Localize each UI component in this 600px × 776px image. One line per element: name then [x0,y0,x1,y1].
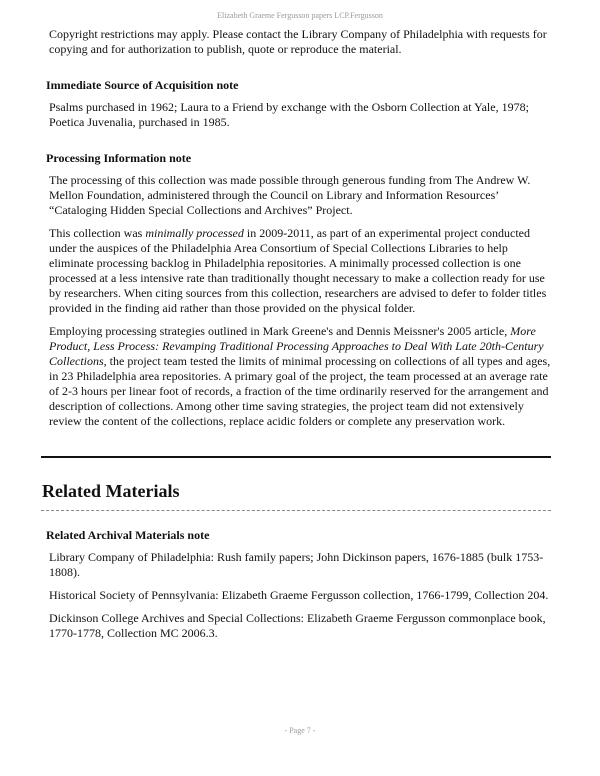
processing-paragraph-3-text-a: Employing processing strategies outlined in Mark Greene's and Dennis Meissner's 2005 article, [49,324,511,338]
processing-paragraph-2-text-b: in 2009-2011, as part of an experimental project conducted under the auspices of the Philadelphia Area Consortium of Special Collections Libraries to help eliminate processing backlog in Philadelphia repositories. A minimally processed collection is one processed at a less intensive rate than traditionally thought necessary to make a collection ready for use by researchers. When citing sources from this collection, researchers are advised to defer to folder titles provided in the finding aid rather than those provided on the physical folder. [49,226,547,315]
processing-paragraph-2-text-a: This collection was [49,226,146,240]
page-number: - Page 7 - [284,726,316,735]
processing-note-heading: Processing Information note [46,151,192,165]
article-title-emphasis: More Product, Less Process: Revamping Traditional Processing Approaches to Deal With Late 20th-Century Collections [49,324,544,368]
document-body [41,27,551,649]
acquisition-paragraph: Psalms purchased in 1962; Laura to a Friend by exchange with the Osborn Collection at Yale, 1978; Poetica Juvenalia, purchased in 1985. [49,100,529,129]
related-archival-note-heading: Related Archival Materials note [46,528,210,542]
processing-paragraph-2 [49,226,551,316]
processing-paragraph-1: The processing of this collection was made possible through generous funding from The Andrew W. Mellon Foundation, administered through the Council on Library and Information Resources’ “Cataloging Hidden Special Collections and Archives” Project. [49,173,531,217]
section-dotted-divider [41,510,551,511]
section-divider [41,456,551,458]
related-item: Library Company of Philadelphia: Rush family papers; John Dickinson papers, 1676-1885 (bulk 1753-1808). [49,550,544,579]
related-materials-title: Related Materials [42,481,180,501]
processing-paragraph-3 [49,324,551,429]
related-item: Dickinson College Archives and Special Collections: Elizabeth Graeme Fergusson commonplace book, 1770-1778, Collection MC 2006.3. [49,611,546,640]
minimally-processed-emphasis: minimally processed [145,226,244,240]
running-header: Elizabeth Graeme Fergusson papers LCP.Fergusson [217,11,383,20]
processing-paragraph-3-text-b: , the project team tested the limits of minimal processing on collections of all types and ages, in 23 Philadelphia area repositories. A primary goal of the project, the team processed at an average rate of 2-3 hours per linear foot of records, a fraction of the time ordinarily reserved for the arrangement and description of collections. Among other time saving strategies, the project team did not extensively review the content of the collections, replace acidic folders or complete any preservation work. [49,354,551,428]
copyright-paragraph: Copyright restrictions may apply. Please contact the Library Company of Philadelphia with requests for copying and for authorization to publish, quote or reproduce the material. [49,27,547,56]
acquisition-note-heading: Immediate Source of Acquisition note [46,78,239,92]
related-item: Historical Society of Pennsylvania: Elizabeth Graeme Fergusson collection, 1766-1799, Collection 204. [49,588,549,602]
